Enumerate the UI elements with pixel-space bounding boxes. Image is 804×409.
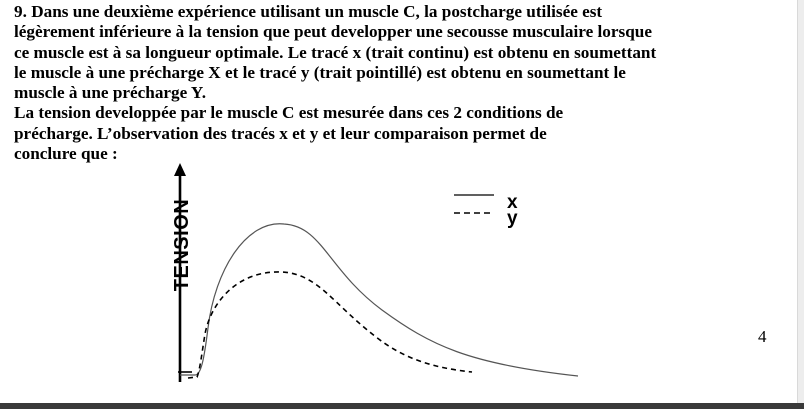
question-line: muscle à une précharge Y. bbox=[14, 83, 207, 103]
question-line: précharge. L’observation des tracés x et y et leur comparaison permet de bbox=[14, 123, 547, 143]
viewer-bottom-bar bbox=[0, 403, 804, 409]
question-line: conclure que : bbox=[14, 144, 118, 164]
axis-title-tension: TENSION bbox=[171, 198, 193, 292]
curve-x bbox=[180, 224, 578, 376]
question-text bbox=[14, 2, 776, 164]
question-line: La tension developpée par le muscle C est mesurée dans ces 2 conditions de bbox=[14, 103, 564, 123]
viewer-scroll-edge bbox=[797, 0, 804, 403]
question-line: ce muscle est à sa longueur optimale. Le tracé x (trait continu) est obtenu en soumettant bbox=[14, 42, 657, 62]
tension-figure bbox=[168, 160, 588, 386]
question-line: le muscle à une précharge X et le tracé y (trait pointillé) est obtenu en soumettant le bbox=[14, 62, 626, 82]
tension-diagram bbox=[168, 160, 588, 386]
question-line: légèrement inférieure à la tension que peut developper une secousse musculaire lorsque bbox=[14, 22, 652, 42]
curve-y bbox=[188, 272, 472, 378]
page-number: 4 bbox=[758, 327, 767, 346]
legend-label-y: y bbox=[507, 208, 518, 229]
legend-label-x: x bbox=[507, 192, 518, 213]
y-axis-arrow bbox=[174, 163, 186, 176]
question-line: 9. Dans une deuxième expérience utilisant un muscle C, la postcharge utilisée est bbox=[14, 2, 603, 21]
